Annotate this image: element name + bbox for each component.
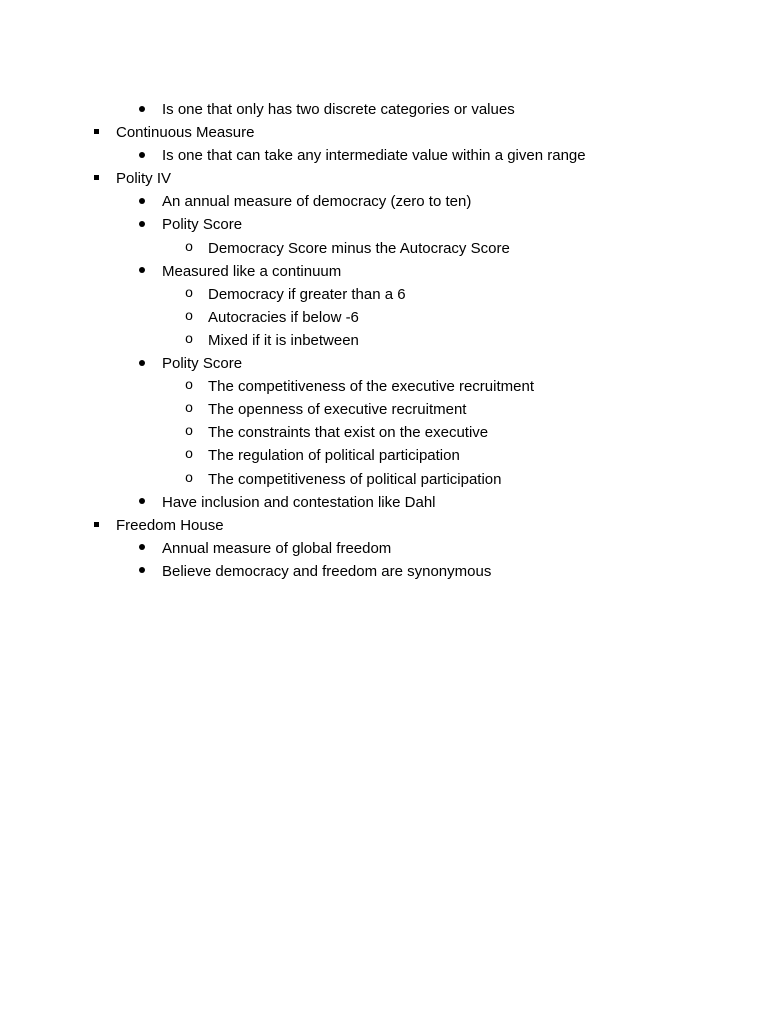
square-bullet-icon bbox=[90, 167, 102, 190]
circle-bullet-icon: o bbox=[185, 283, 193, 300]
list-item-text: Autocracies if below -6 bbox=[208, 308, 359, 326]
list-item-text: Democracy Score minus the Autocracy Score bbox=[208, 239, 510, 257]
circle-bullet-icon: o bbox=[185, 422, 193, 439]
list-item bbox=[0, 121, 784, 144]
round-bullet-icon bbox=[136, 352, 148, 375]
list-item bbox=[0, 260, 784, 283]
list-item bbox=[0, 190, 784, 213]
list-item bbox=[0, 398, 784, 421]
bulleted-outline bbox=[0, 98, 784, 583]
round-bullet-icon bbox=[136, 213, 148, 236]
list-item-text: Believe democracy and freedom are synonymous bbox=[162, 562, 492, 580]
list-item-text: The openness of executive recruitment bbox=[208, 401, 467, 419]
list-item bbox=[0, 306, 784, 329]
circle-bullet-icon: o bbox=[185, 376, 193, 393]
list-item bbox=[0, 560, 784, 583]
square-bullet-icon bbox=[90, 121, 102, 144]
round-bullet-icon bbox=[136, 491, 148, 514]
list-item bbox=[0, 98, 784, 121]
list-item bbox=[0, 491, 784, 514]
circle-bullet-icon: o bbox=[185, 399, 193, 416]
list-item bbox=[0, 329, 784, 352]
list-item-text: The regulation of political participation bbox=[208, 447, 460, 465]
circle-bullet-icon: o bbox=[185, 306, 193, 323]
list-item bbox=[0, 213, 784, 236]
list-item-text: An annual measure of democracy (zero to ten) bbox=[162, 193, 472, 211]
circle-bullet-icon: o bbox=[185, 237, 193, 254]
round-bullet-icon bbox=[136, 260, 148, 283]
list-item bbox=[0, 283, 784, 306]
list-item-text: Continuous Measure bbox=[116, 124, 255, 142]
list-item-text: The constraints that exist on the executive bbox=[208, 424, 489, 442]
list-item bbox=[0, 167, 784, 190]
list-item-text: Polity IV bbox=[116, 170, 172, 188]
round-bullet-icon bbox=[136, 98, 148, 121]
list-item bbox=[0, 421, 784, 444]
circle-bullet-icon: o bbox=[185, 445, 193, 462]
round-bullet-icon bbox=[136, 190, 148, 213]
list-item bbox=[0, 444, 784, 467]
list-item bbox=[0, 537, 784, 560]
list-item-text: Democracy if greater than a 6 bbox=[208, 285, 406, 303]
list-item-text: Mixed if it is inbetween bbox=[208, 331, 359, 349]
round-bullet-icon bbox=[136, 560, 148, 583]
list-item bbox=[0, 352, 784, 375]
list-item-text: The competitiveness of political participation bbox=[208, 470, 502, 488]
round-bullet-icon bbox=[136, 144, 148, 167]
list-item-text: Polity Score bbox=[162, 216, 243, 234]
list-item bbox=[0, 468, 784, 491]
list-item-text: Measured like a continuum bbox=[162, 262, 342, 280]
list-item bbox=[0, 144, 784, 167]
list-item-text: Freedom House bbox=[116, 516, 224, 534]
list-item bbox=[0, 375, 784, 398]
square-bullet-icon bbox=[90, 514, 102, 537]
list-item-text: Is one that can take any intermediate value within a given range bbox=[162, 147, 586, 165]
list-item-text: The competitiveness of the executive recruitment bbox=[208, 378, 534, 396]
circle-bullet-icon: o bbox=[185, 468, 193, 485]
list-item-text: Is one that only has two discrete categories or values bbox=[162, 101, 515, 118]
round-bullet-icon bbox=[136, 537, 148, 560]
list-item-text: Annual measure of global freedom bbox=[162, 539, 392, 557]
list-item bbox=[0, 514, 784, 537]
circle-bullet-icon: o bbox=[185, 329, 193, 346]
list-item-text: Polity Score bbox=[162, 355, 243, 373]
list-item bbox=[0, 237, 784, 260]
list-item-text: Have inclusion and contestation like Dahl bbox=[162, 493, 436, 511]
